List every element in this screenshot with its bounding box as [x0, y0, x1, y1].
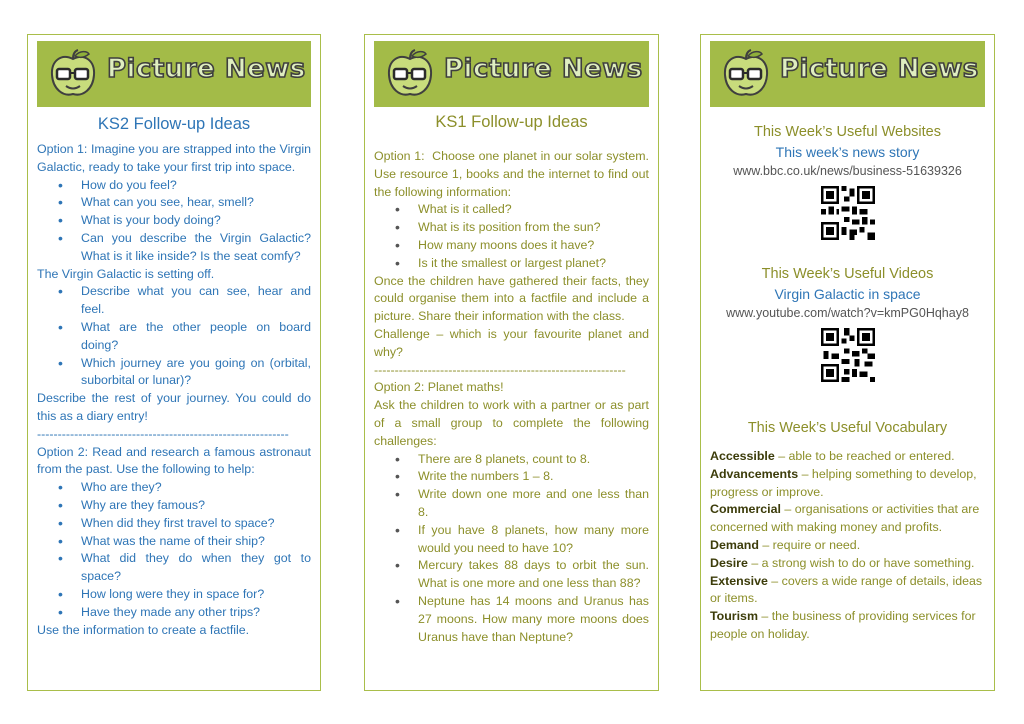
vocab-term: Desire	[710, 555, 748, 570]
ks2-closing: Use the information to create a factfile.	[37, 622, 250, 637]
picture-news-banner	[37, 41, 311, 107]
vocab-def: – organisations or activities that are concerned with making money and profits.	[710, 502, 980, 535]
ks2-content	[37, 113, 311, 639]
ks1-title: KS1 Follow-up Ideas	[435, 113, 588, 131]
picture-news-banner	[710, 41, 985, 107]
option-text: Imagine you are strapped into the Virgin Galactic, ready to take your first trip into space.	[37, 142, 311, 174]
list-item: • Describe what you can see, hear and feel.	[37, 283, 311, 319]
qr-code-website-icon	[821, 186, 875, 240]
vocab-item	[710, 608, 985, 644]
vocab-item	[710, 448, 985, 466]
list-item: • Why are they famous?	[37, 497, 311, 515]
list-item: • Write down one more and one less than 8.	[374, 486, 649, 522]
list-item: • There are 8 planets, count to 8.	[374, 451, 649, 469]
ks1-list1	[374, 201, 649, 272]
vocab-def: – require or need.	[758, 537, 861, 552]
list-item: • What is your body doing?	[37, 212, 311, 230]
ks1-gathered: Once the children have gathered their facts, they could organise them into a factfile and include a picture. Share their information with the class.	[374, 273, 649, 324]
list-item: • What is its position from the sun?	[374, 219, 649, 237]
brand-title: Picture News	[107, 54, 306, 84]
list-item: • How do you feel?	[37, 177, 311, 195]
list-item: • Have they made any other trips?	[37, 604, 311, 622]
list-item: • When did they first travel to space?	[37, 515, 311, 533]
option-label: Option 2:	[374, 380, 425, 395]
vocab-def: – a strong wish to do or have something.	[747, 555, 975, 570]
ks2-option2	[37, 444, 311, 480]
list-item: • What is it called?	[374, 201, 649, 219]
list-item: • What was the name of their ship?	[37, 533, 311, 551]
videos-title: This Week’s Useful Videos	[761, 266, 934, 282]
apple-logo-icon	[384, 49, 436, 99]
option-text: Choose one planet in our solar system. Use resource 1, books and the internet to find out the following information:	[374, 149, 649, 199]
vocab-term: Demand	[710, 537, 759, 552]
vocab-item	[710, 573, 985, 609]
ks1-challenge: Challenge – which is your favourite planet and why?	[374, 326, 649, 359]
vocab-term: Accessible	[710, 449, 775, 463]
vocab-list	[710, 448, 985, 644]
qr-code-video-icon	[821, 328, 875, 382]
video-url[interactable]: www.youtube.com/watch?v=kmPG0Hqhay8	[726, 306, 969, 320]
option-label: Option 1:	[374, 149, 425, 163]
divider: -------------------------------------------------------------	[374, 362, 626, 377]
apple-logo-icon	[47, 49, 99, 99]
option-label: Option 1:	[37, 142, 88, 156]
ks2-setting-off: The Virgin Galactic is setting off.	[37, 266, 215, 281]
list-item: • Write the numbers 1 – 8.	[374, 468, 649, 486]
list-item: • Neptune has 14 moons and Uranus has 27 moons. How many more moons does Uranus have than Neptune?	[374, 593, 649, 646]
vocab-def: – covers a wide range of details, ideas or items.	[710, 573, 983, 606]
ks1-option1	[374, 148, 649, 201]
ks2-list1	[37, 177, 311, 266]
vocab-item	[710, 537, 985, 555]
divider: -------------------------------------------------------------	[37, 426, 289, 441]
vocab-def: – able to be reached or entered.	[774, 449, 955, 463]
brand-title: Picture News	[444, 54, 643, 84]
vocab-item	[710, 501, 985, 537]
vocab-item	[710, 466, 985, 502]
option-text: Read and research a famous astronaut from the past. Use the following to help:	[37, 444, 311, 477]
vocab-term: Advancements	[710, 466, 799, 481]
option-label: Option 2:	[37, 444, 89, 459]
ks1-option2	[374, 379, 649, 397]
list-item: • Who are they?	[37, 479, 311, 497]
list-item: • What did they do when they got to space?	[37, 550, 311, 586]
vocab-term: Commercial	[710, 502, 781, 517]
brand-title: Picture News	[780, 54, 979, 84]
vocab-def: – the business of providing services for people on holiday.	[710, 609, 976, 641]
ks1-option2-text: Ask the children to work with a partner or as part of a small group to complete the following challenges:	[374, 398, 649, 448]
ks2-describe-rest: Describe the rest of your journey. You could do this as a diary entry!	[37, 391, 311, 423]
vocab-def: – helping something to develop, progress or improve.	[710, 466, 977, 499]
ks1-list2	[374, 451, 649, 647]
vocab-term: Extensive	[710, 573, 768, 588]
apple-logo-icon	[720, 49, 772, 99]
website-url[interactable]: www.bbc.co.uk/news/business-51639326	[733, 164, 962, 178]
list-item: • What are the other people on board doing?	[37, 319, 311, 355]
ks2-title: KS2 Follow-up Ideas	[97, 115, 251, 133]
resources-content	[710, 113, 985, 644]
list-item: • Mercury takes 88 days to orbit the sun. What is one more and one less than 88?	[374, 557, 649, 593]
ks2-option1	[37, 141, 311, 177]
vocab-item	[710, 555, 985, 573]
ks2-panel	[27, 34, 321, 691]
list-item: • How long were they in space for?	[37, 586, 311, 604]
video-label[interactable]: Virgin Galactic in space	[774, 286, 921, 302]
vocab-term: Tourism	[710, 609, 758, 624]
websites-title: This Week’s Useful Websites	[754, 124, 941, 140]
list-item: • What can you see, hear, smell?	[37, 194, 311, 212]
option-title: Planet maths!	[427, 380, 504, 395]
list-item: • How many moons does it have?	[374, 237, 649, 255]
ks1-content	[374, 113, 649, 646]
list-item: • Is it the smallest or largest planet?	[374, 255, 649, 273]
list-item: • If you have 8 planets, how many more would you need to have 10?	[374, 522, 649, 558]
picture-news-banner	[374, 41, 649, 107]
ks1-panel	[364, 34, 659, 691]
list-item: • Can you describe the Virgin Galactic? What is it like inside? Is the seat comfy?	[37, 230, 311, 266]
vocab-title: This Week’s Useful Vocabulary	[747, 420, 948, 436]
resources-panel	[700, 34, 995, 691]
ks2-list2	[37, 283, 311, 390]
list-item: • Which journey are you going on (orbital, suborbital or lunar)?	[37, 355, 311, 391]
website-label[interactable]: This week’s news story	[775, 144, 920, 160]
ks2-list3	[37, 479, 311, 621]
